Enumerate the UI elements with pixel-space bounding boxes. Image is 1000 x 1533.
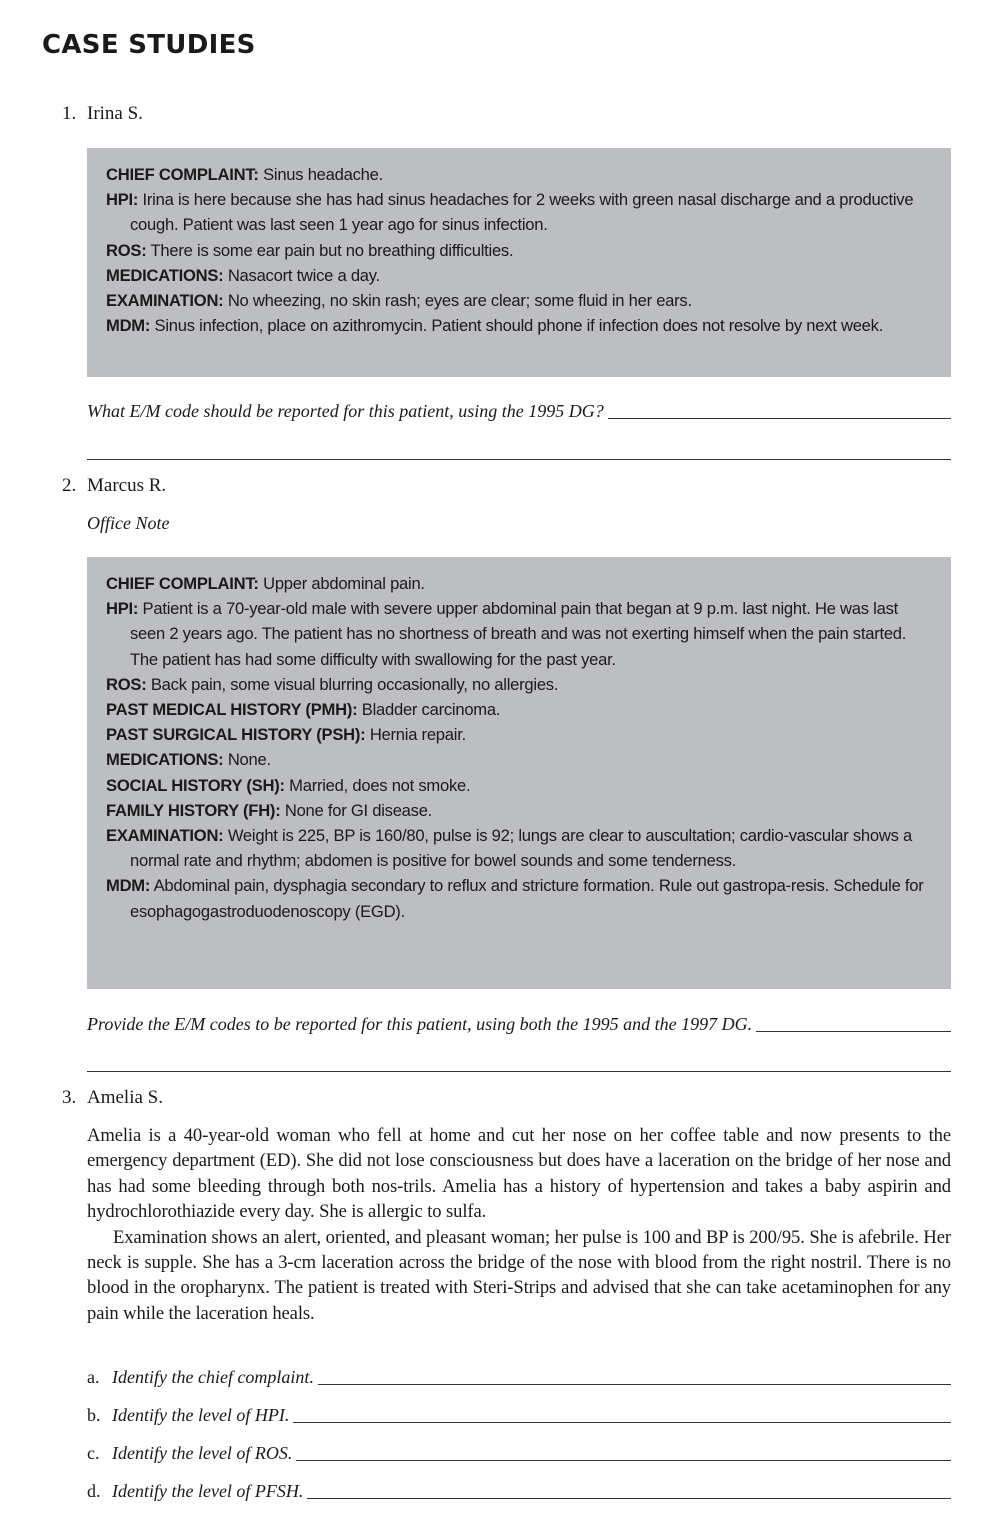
case-3-heading (62, 1087, 163, 1109)
answer-blank[interactable] (296, 1440, 951, 1461)
case-1-heading (62, 103, 143, 125)
subquestion-d (87, 1478, 951, 1502)
answer-blank[interactable] (608, 398, 951, 419)
case-2-subtitle: Office Note (87, 513, 170, 533)
subquestion-a (87, 1364, 951, 1388)
note-line-examination: EXAMINATION: No wheezing, no skin rash; eyes are clear; some fluid in her ears. (106, 291, 692, 311)
subquestion-letter: a. (87, 1367, 100, 1387)
case-1-question (87, 398, 951, 422)
subquestion-c (87, 1440, 951, 1464)
note-line-hpi: HPI: Patient is a 70-year-old male with severe upper abdominal pain that began at 9 p.m. last night. He was last seen 2 years ago. The patient has no shortness of breath and was not exerting himself when the pain started. The patient has had some difficulty with swallowing for the past year. (106, 599, 907, 669)
note-line-ros: ROS: There is some ear pain but no breathing difficulties. (106, 240, 514, 260)
case-patient-name: Amelia S. (87, 1087, 163, 1108)
question-text: Provide the E/M codes to be reported for this patient, using both the 1995 and the 1997 DG. (87, 1014, 753, 1034)
note-line-ros: ROS: Back pain, some visual blurring occasionally, no allergies. (106, 674, 559, 694)
subquestion-text: Identify the chief complaint. (112, 1367, 314, 1387)
case-patient-name: Marcus R. (87, 475, 167, 496)
case-number: 1. (62, 103, 77, 124)
note-line-examination: EXAMINATION: Weight is 225, BP is 160/80, pulse is 92; lungs are clear to auscultation; cardio-vascular shows a normal rate and rhythm; abdomen is positive for bowel sounds and some tenderness. (106, 826, 913, 871)
note-line-family-history: FAMILY HISTORY (FH): None for GI disease. (106, 800, 433, 820)
case-2-heading (62, 475, 166, 497)
note-line-mdm: MDM: Abdominal pain, dysphagia secondary to reflux and stricture formation. Rule out gastropa-resis. Schedule for esophagogastroduodenoscopy (EGD). (106, 876, 924, 921)
subquestion-text: Identify the level of ROS. (112, 1443, 293, 1463)
subquestion-letter: c. (87, 1443, 100, 1463)
note-line-medications: MEDICATIONS: Nasacort twice a day. (106, 265, 380, 285)
note-line-pmh: PAST MEDICAL HISTORY (PMH): Bladder carcinoma. (106, 700, 501, 720)
answer-blank[interactable] (293, 1402, 951, 1423)
answer-blank-continuation[interactable] (87, 1071, 951, 1072)
subquestion-letter: d. (87, 1481, 101, 1501)
case-3-narrative (87, 1123, 951, 1326)
question-text: What E/M code should be reported for this patient, using the 1995 DG? (87, 401, 604, 421)
subquestion-text: Identify the level of HPI. (112, 1405, 290, 1425)
case-number: 2. (62, 475, 77, 496)
narrative-paragraph: Amelia is a 40-year-old woman who fell at home and cut her nose on her coffee table and now presents to the emergency department (ED). She did not lose consciousness but does have a laceration on the bridge of her nose and has had some bleeding through both nos-trils. Amelia has a history of hypertension and takes a baby aspirin and hydrochlorothiazide every day. She is allergic to sulfa. (87, 1125, 951, 1223)
answer-blank[interactable] (756, 1011, 951, 1032)
case-1-note-box (87, 148, 951, 377)
narrative-paragraph: Examination shows an alert, oriented, and pleasant woman; her pulse is 100 and BP is 200/95. She is afebrile. Her neck is supple. She has a 3-cm laceration across the bridge of the nose with blood from the right nostril. There is no blood in the oropharynx. The patient is treated with Steri-Strips and advised that she can take acetaminophen for any pain while the laceration heals. (87, 1226, 951, 1324)
answer-blank-continuation[interactable] (87, 459, 951, 460)
subquestion-b (87, 1402, 951, 1426)
note-line-chief-complaint: CHIEF COMPLAINT: Upper abdominal pain. (106, 574, 425, 593)
answer-blank[interactable] (307, 1478, 951, 1499)
subquestion-text: Identify the level of PFSH. (112, 1481, 304, 1501)
note-line-social-history: SOCIAL HISTORY (SH): Married, does not smoke. (106, 775, 471, 795)
case-2-note-box (87, 557, 951, 989)
note-line-hpi: HPI: Irina is here because she has had sinus headaches for 2 weeks with green nasal discharge and a productive cough. Patient was last seen 1 year ago for sinus infection. (106, 190, 914, 235)
note-line-psh: PAST SURGICAL HISTORY (PSH): Hernia repair. (106, 725, 466, 745)
case-number: 3. (62, 1087, 77, 1108)
case-2-question (87, 1011, 951, 1035)
note-line-mdm: MDM: Sinus infection, place on azithromycin. Patient should phone if infection does not resolve by next week. (106, 316, 884, 336)
case-patient-name: Irina S. (87, 103, 143, 124)
subquestion-letter: b. (87, 1405, 101, 1425)
note-line-chief-complaint: CHIEF COMPLAINT: Sinus headache. (106, 165, 383, 184)
page-title: CASE STUDIES (42, 30, 256, 60)
answer-blank[interactable] (318, 1364, 951, 1385)
note-line-medications: MEDICATIONS: None. (106, 750, 271, 770)
